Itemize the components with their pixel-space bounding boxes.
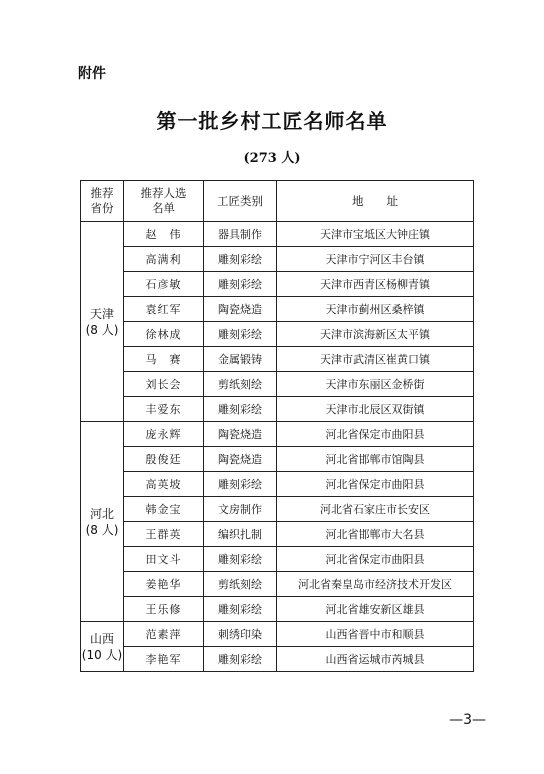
address: 山西省运城市芮城县 (277, 647, 474, 672)
table-row (81, 647, 474, 672)
table-row (81, 597, 474, 622)
table-row (81, 497, 474, 522)
province-count: (8 人) (85, 322, 119, 337)
header-address: 地 址 (277, 181, 474, 222)
candidate-name: 马 赛 (124, 347, 204, 372)
craft-category: 剪纸刻绘 (204, 372, 277, 397)
header-province-line1: 推荐 (90, 186, 114, 200)
address: 河北省保定市曲阳县 (277, 547, 474, 572)
candidate-name: 丰爱东 (124, 397, 204, 422)
craft-category: 雕刻彩绘 (204, 472, 277, 497)
address: 河北省邯郸市馆陶县 (277, 447, 474, 472)
total-count: (273 人) (243, 151, 301, 166)
table-row (81, 522, 474, 547)
address: 河北省邯郸市大名县 (277, 522, 474, 547)
address: 天津市宝坻区大钟庄镇 (277, 222, 474, 247)
table-row (81, 447, 474, 472)
header-candidate (124, 181, 204, 222)
address: 天津市宁河区丰台镇 (277, 247, 474, 272)
craftsmen-table (80, 180, 474, 672)
craft-category: 雕刻彩绘 (204, 322, 277, 347)
page-title: 第一批乡村工匠名师名单 (156, 109, 388, 133)
header-province-line2: 省份 (90, 201, 114, 215)
province-cell (81, 622, 124, 672)
craft-category: 刺绣印染 (204, 622, 277, 647)
craft-category: 金属锻铸 (204, 347, 277, 372)
attachment-label: 附件 (78, 66, 106, 82)
table-row (81, 572, 474, 597)
address: 河北省石家庄市长安区 (277, 497, 474, 522)
candidate-name: 徐林成 (124, 322, 204, 347)
craft-category: 雕刻彩绘 (204, 247, 277, 272)
craft-category: 文房制作 (204, 497, 277, 522)
craft-category: 陶瓷烧造 (204, 447, 277, 472)
craft-category: 陶瓷烧造 (204, 297, 277, 322)
candidate-name: 石彦敏 (124, 272, 204, 297)
table-row (81, 622, 474, 647)
address: 天津市滨海新区太平镇 (277, 322, 474, 347)
table-row (81, 272, 474, 297)
page-number: —3— (449, 712, 486, 728)
candidate-name: 刘长会 (124, 372, 204, 397)
craft-category: 雕刻彩绘 (204, 547, 277, 572)
table-row (81, 547, 474, 572)
craft-category: 雕刻彩绘 (204, 272, 277, 297)
candidate-name: 王群英 (124, 522, 204, 547)
table-header-row (81, 181, 474, 222)
province-name: 河北 (89, 506, 114, 521)
address: 天津市武清区崔黄口镇 (277, 347, 474, 372)
header-candidate-line1: 推荐人选 (140, 186, 187, 200)
table-row (81, 472, 474, 497)
address: 河北省雄安新区雄县 (277, 597, 474, 622)
province-cell (81, 422, 124, 622)
table-row (81, 322, 474, 347)
candidate-name: 高满利 (124, 247, 204, 272)
candidate-name: 韩金宝 (124, 497, 204, 522)
craft-category: 陶瓷烧造 (204, 422, 277, 447)
craft-category: 器具制作 (204, 222, 277, 247)
candidate-name: 田文斗 (124, 547, 204, 572)
province-count: (10 人) (81, 647, 123, 662)
header-category: 工匠类别 (204, 181, 277, 222)
address: 天津市东丽区金桥街 (277, 372, 474, 397)
craft-category: 雕刻彩绘 (204, 597, 277, 622)
province-name: 山西 (89, 631, 114, 646)
craft-category: 雕刻彩绘 (204, 647, 277, 672)
address: 河北省保定市曲阳县 (277, 422, 474, 447)
candidate-name: 王乐修 (124, 597, 204, 622)
table-row (81, 297, 474, 322)
table-row (81, 372, 474, 397)
address: 山西省晋中市和顺县 (277, 622, 474, 647)
province-count: (8 人) (85, 522, 119, 537)
craft-category: 剪纸刻绘 (204, 572, 277, 597)
candidate-name: 高英坡 (124, 472, 204, 497)
table-row (81, 397, 474, 422)
table-row (81, 247, 474, 272)
candidate-name: 袁红军 (124, 297, 204, 322)
craft-category: 雕刻彩绘 (204, 397, 277, 422)
craft-category: 编织扎制 (204, 522, 277, 547)
candidate-name: 李艳军 (124, 647, 204, 672)
table-body (81, 222, 474, 672)
candidate-name: 庞永辉 (124, 422, 204, 447)
table-row (81, 422, 474, 447)
table-row (81, 222, 474, 247)
province-name: 天津 (89, 306, 114, 321)
candidate-name: 殷俊廷 (124, 447, 204, 472)
candidate-name: 赵 伟 (124, 222, 204, 247)
candidate-name: 范素萍 (124, 622, 204, 647)
address: 天津市蓟州区桑梓镇 (277, 297, 474, 322)
address: 天津市西青区杨柳青镇 (277, 272, 474, 297)
address: 河北省保定市曲阳县 (277, 472, 474, 497)
header-province (81, 181, 124, 222)
address: 河北省秦皇岛市经济技术开发区 (277, 572, 474, 597)
address: 天津市北辰区双街镇 (277, 397, 474, 422)
header-candidate-line2: 名单 (152, 201, 175, 215)
table-row (81, 347, 474, 372)
candidate-name: 姜艳华 (124, 572, 204, 597)
province-cell (81, 222, 124, 422)
